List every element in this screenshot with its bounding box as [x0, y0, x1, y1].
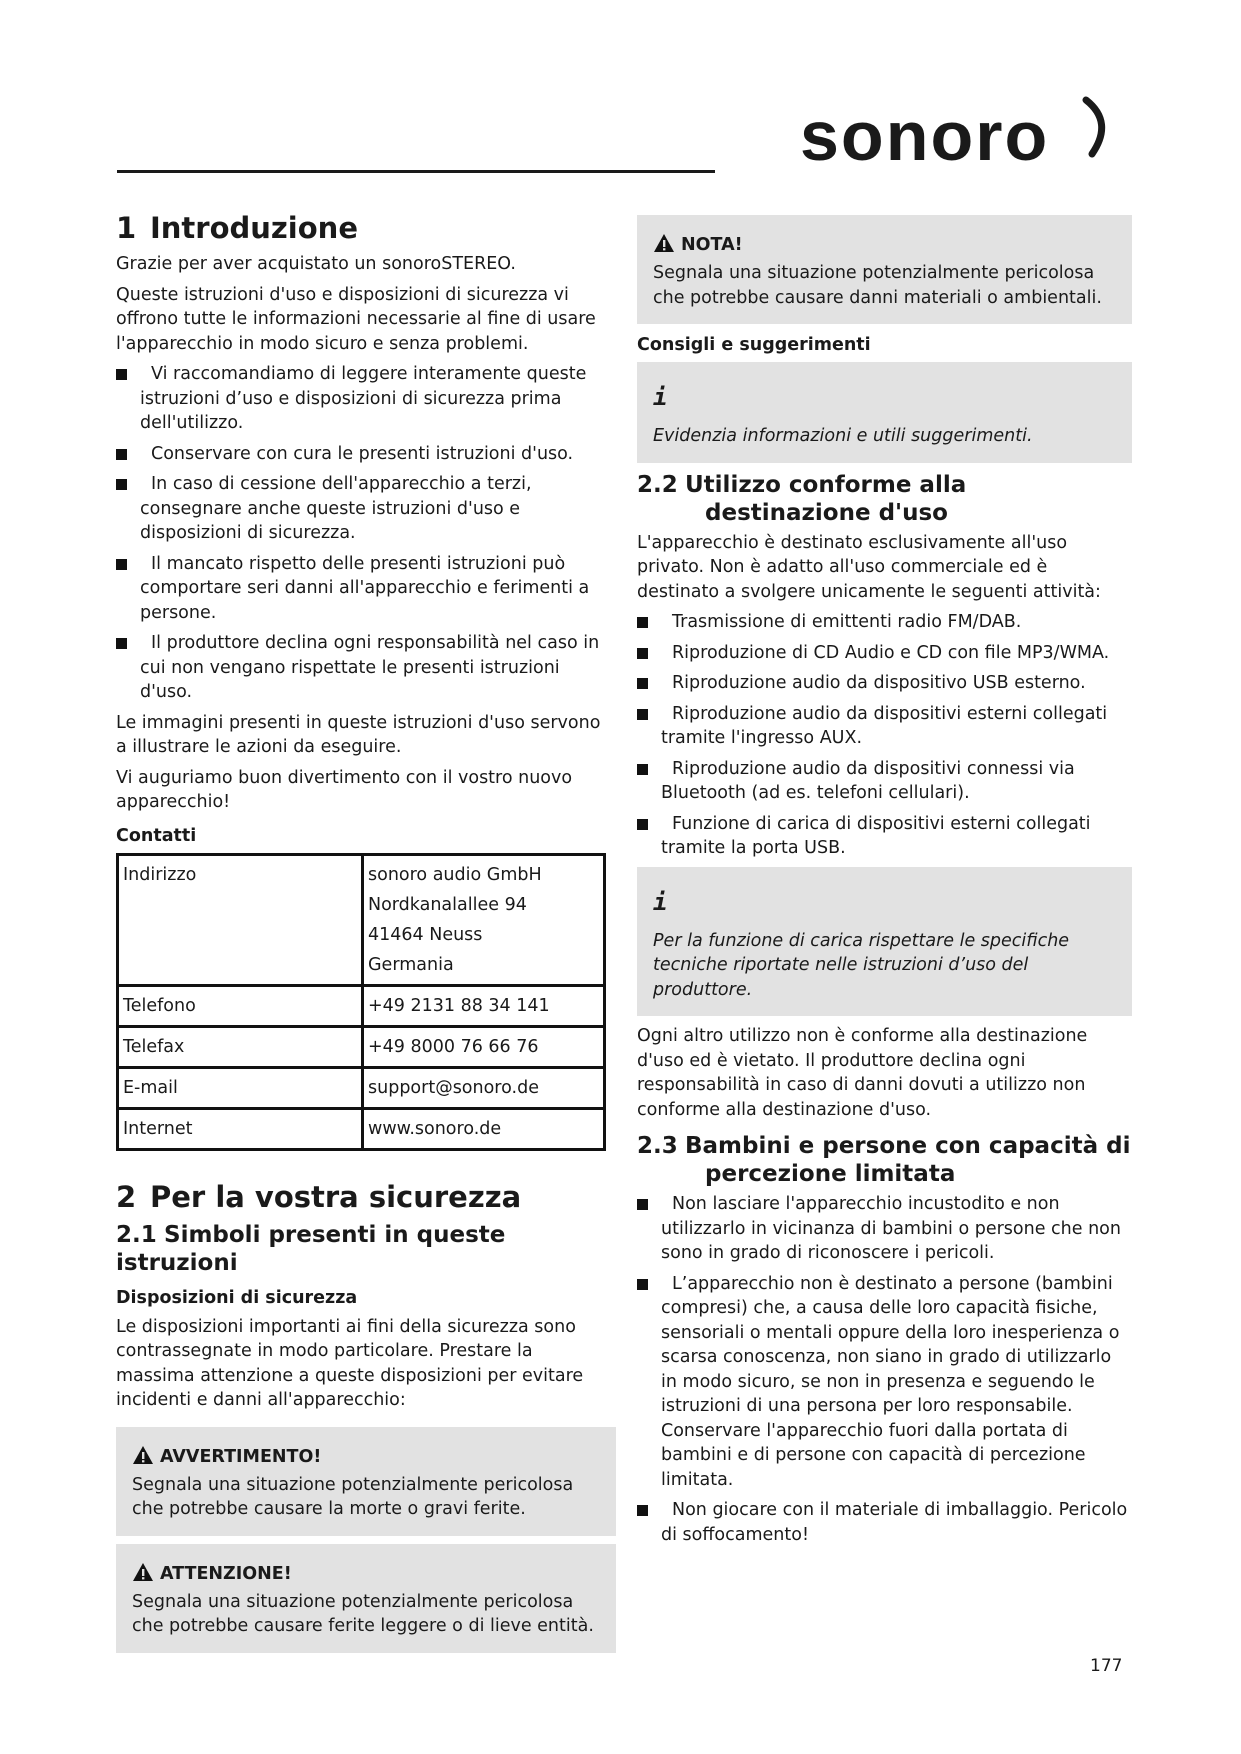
- list-item: Riproduzione audio da dispositivi connessi via Bluetooth (ad es. telefoni cellulari).: [637, 757, 1132, 806]
- list-item: Riproduzione audio da dispositivi esterni collegati tramite l'ingresso AUX.: [637, 702, 1132, 751]
- warning-triangle-icon: [132, 1445, 154, 1465]
- note-text: Segnala una situazione potenzialmente pericolosa che potrebbe causare danni materiali o ambientali.: [653, 263, 1102, 308]
- bullet-square-icon: [637, 648, 648, 659]
- bullet-square-icon: [637, 1199, 648, 1210]
- safety-label: Disposizioni di sicurezza: [116, 1287, 358, 1308]
- tips-text: Evidenzia informazioni e utili suggerimenti.: [653, 426, 1033, 446]
- sonoro-logo: [800, 96, 1130, 176]
- intended-use-bullets: [637, 610, 1132, 861]
- phone-cell: +49 2131 88 34 141: [363, 985, 605, 1026]
- bullet-square-icon: [637, 1279, 648, 1290]
- safety-p1: Le disposizioni importanti ai fini della sicurezza sono contrassegnate in modo particolare. Prestare la massima attenzione a queste disposizioni per evitare incidenti e danni all'apparecchio:: [116, 1316, 584, 1410]
- children-heading: 2.3 Bambini e persone con capacità di percezione limitata: [637, 1133, 1131, 1187]
- list-item: Riproduzione di CD Audio e CD con file MP3/WMA.: [637, 641, 1132, 666]
- intro-p3: Le immagini presenti in queste istruzioni d'uso servono a illustrare le azioni da eseguire.: [116, 712, 601, 757]
- list-item: In caso di cessione dell'apparecchio a terzi, consegnare anche queste istruzioni d'uso e disposizioni di sicurezza.: [116, 472, 616, 546]
- list-item: Il produttore declina ogni responsabilità nel caso in cui non vengano rispettate le presenti istruzioni d'uso.: [116, 631, 616, 705]
- table-row: [118, 985, 605, 1026]
- bullet-square-icon: [637, 819, 648, 830]
- fax-label-cell: Telefax: [118, 1026, 363, 1067]
- list-item: Vi raccomandiamo di leggere interamente queste istruzioni d’uso e disposizioni di sicurezza prima dell'utilizzo.: [116, 362, 616, 436]
- list-item: Trasmissione di emittenti radio FM/DAB.: [637, 610, 1132, 635]
- web-cell: www.sonoro.de: [363, 1108, 605, 1149]
- logo-text: sonoro: [800, 97, 1050, 175]
- bullet-square-icon: [116, 559, 127, 570]
- note-box: [637, 215, 1132, 324]
- caution-text: Segnala una situazione potenzialmente pericolosa che potrebbe causare ferite leggere o di lieve entità.: [132, 1591, 594, 1636]
- bullet-square-icon: [116, 638, 127, 649]
- address-cell: sonoro audio GmbH Nordkanalallee 94 41464 Neuss Germania: [363, 854, 605, 985]
- bullet-square-icon: [637, 709, 648, 720]
- charging-info-text: Per la funzione di carica rispettare le specifiche tecniche riportate nelle istruzioni d’uso del produttore.: [653, 930, 1070, 1000]
- logo-arc-icon: [1078, 96, 1118, 166]
- header-rule: [117, 170, 715, 173]
- children-bullets: [637, 1192, 1132, 1547]
- table-row: [118, 1067, 605, 1108]
- address-label-cell: Indirizzo: [118, 854, 363, 985]
- tips-box: [637, 362, 1132, 463]
- email-label-cell: E-mail: [118, 1067, 363, 1108]
- page-number: 177: [1090, 1656, 1123, 1676]
- table-row: [118, 854, 605, 985]
- web-label-cell: Internet: [118, 1108, 363, 1149]
- bullet-square-icon: [116, 479, 127, 490]
- list-item: L’apparecchio non è destinato a persone (bambini compresi) che, a causa delle loro capacità fisiche, sensoriali o mentali oppure della loro inesperienza o scarsa conoscenza, non siano in grado di utilizzarlo in modo sicuro, se non in presenza e seguendo le istruzioni di una persona per loro responsabile. Conservare l'apparecchio fuori dalla portata di bambini e di persone con capacità di percezione limitata.: [637, 1272, 1132, 1493]
- fax-cell: +49 8000 76 66 76: [363, 1026, 605, 1067]
- list-item: Non lasciare l'apparecchio incustodito e non utilizzarlo in vicinanza di bambini o persone che non sono in grado di riconoscere i pericoli.: [637, 1192, 1132, 1266]
- bullet-square-icon: [637, 764, 648, 775]
- contacts-table: [116, 853, 606, 1151]
- caution-title: ATTENZIONE!: [132, 1562, 600, 1586]
- caution-box: [116, 1544, 616, 1653]
- bullet-square-icon: [116, 449, 127, 460]
- intended-use-heading: 2.2 Utilizzo conforme alla destinazione d'uso: [637, 471, 967, 526]
- intended-use-p2: Ogni altro utilizzo non è conforme alla destinazione d'uso ed è vietato. Il produttore declina ogni responsabilità in caso di danni dovuti a utilizzo non conforme alla destinazione d'uso.: [637, 1026, 1088, 1120]
- warning-box: [116, 1427, 616, 1536]
- safety-heading: 2 Per la vostra sicurezza: [116, 1179, 522, 1214]
- note-title: NOTA!: [653, 233, 1116, 257]
- warning-triangle-icon: [653, 233, 675, 253]
- contacts-label: Contatti: [116, 825, 197, 846]
- list-item: Non giocare con il materiale di imballaggio. Pericolo di soffocamento!: [637, 1498, 1132, 1547]
- symbols-heading: 2.1 Simboli presenti in queste istruzioni: [116, 1221, 506, 1276]
- bullet-square-icon: [637, 1505, 648, 1516]
- phone-label-cell: Telefono: [118, 985, 363, 1026]
- info-icon: i: [653, 383, 668, 411]
- intended-use-p1: L'apparecchio è destinato esclusivamente all'uso privato. Non è adatto all'uso commerciale ed è destinato a svolgere unicamente le seguenti attività:: [637, 532, 1101, 602]
- table-row: [118, 1026, 605, 1067]
- intro-heading: 1 Introduzione: [116, 211, 358, 245]
- list-item: Riproduzione audio da dispositivo USB esterno.: [637, 671, 1132, 696]
- tips-label: Consigli e suggerimenti: [637, 335, 871, 355]
- list-item: Conservare con cura le presenti istruzioni d'uso.: [116, 442, 616, 467]
- email-cell: support@sonoro.de: [363, 1067, 605, 1108]
- list-item: Funzione di carica di dispositivi esterni collegati tramite la porta USB.: [637, 812, 1132, 861]
- bullet-square-icon: [637, 617, 648, 628]
- right-column: [637, 215, 1132, 1553]
- warning-text: Segnala una situazione potenzialmente pericolosa che potrebbe causare la morte o gravi ferite.: [132, 1474, 574, 1519]
- list-item: Il mancato rispetto delle presenti istruzioni può comportare seri danni all'apparecchio e ferimenti a persone.: [116, 552, 616, 626]
- intro-bullets: [116, 362, 616, 705]
- left-column: [116, 210, 616, 1661]
- bullet-square-icon: [116, 369, 127, 380]
- intro-p1: Grazie per aver acquistato un sonoroSTEREO.: [116, 254, 516, 274]
- intro-p4: Vi auguriamo buon divertimento con il vostro nuovo apparecchio!: [116, 767, 573, 812]
- bullet-square-icon: [637, 678, 648, 689]
- table-row: [118, 1108, 605, 1149]
- charging-info-box: [637, 867, 1132, 1017]
- info-icon: i: [653, 887, 668, 916]
- warning-title: AVVERTIMENTO!: [132, 1445, 600, 1469]
- intro-p2: Queste istruzioni d'uso e disposizioni di sicurezza vi offrono tutte le informazioni necessarie al fine di usare l'apparecchio in modo sicuro e senza problemi.: [116, 284, 596, 354]
- warning-triangle-icon: [132, 1562, 154, 1582]
